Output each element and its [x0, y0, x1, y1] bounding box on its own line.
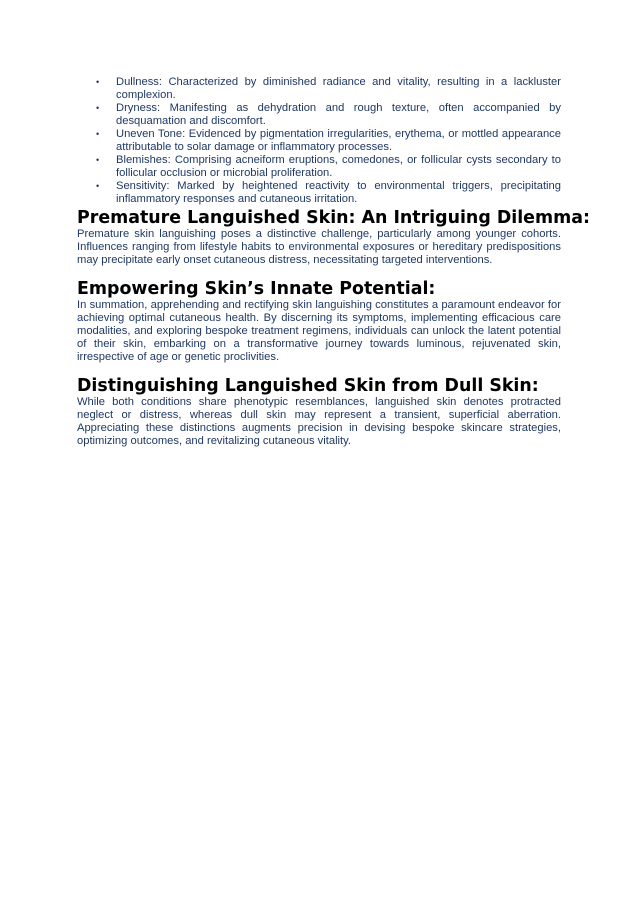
section-body: While both conditions share phenotypic resemblances, languished skin denotes protracted neglect or distress, whereas dull skin may represent a transient, superficial aberration. Appreciating these distinctions augments precision in devising bespoke skincare strategies, optimizing outcomes, and revitalizing cutaneous vitality.: [77, 396, 561, 447]
section-body: In summation, apprehending and rectifying skin languishing constitutes a paramount endeavor for achieving optimal cutaneous health. By discerning its symptoms, implementing efficacious care modalities, and exploring bespoke treatment regimens, individuals can unlock the latent potential of their skin, embarking on a transformative journey towards luminous, rejuvenated skin, irrespective of age or genetic proclivities.: [77, 299, 561, 363]
list-item: [77, 154, 561, 180]
bullet-icon: •: [96, 103, 100, 113]
bullet-icon: •: [96, 77, 100, 87]
section-body: Premature skin languishing poses a distinctive challenge, particularly among younger cohorts. Influences ranging from lifestyle habits to environmental exposures or hereditary predispositions may precipitate early onset cutaneous distress, necessitating targeted interventions.: [77, 228, 561, 266]
bullet-icon: •: [96, 155, 100, 165]
bullet-icon: •: [96, 181, 100, 191]
section-premature-languished-skin: [77, 208, 590, 267]
bullet-icon: •: [96, 129, 100, 139]
bullet-text: Blemishes: Comprising acneiform eruptions, comedones, or follicular cysts secondary to follicular occlusion or microbial proliferation.: [116, 154, 561, 179]
bullet-text: Sensitivity: Marked by heightened reactivity to environmental triggers, precipitating inflammatory responses and cutaneous irritation.: [116, 180, 561, 205]
bullet-text: Dryness: Manifesting as dehydration and rough texture, often accompanied by desquamation and discomfort.: [116, 102, 561, 127]
section-heading: Premature Languished Skin: An Intriguing Dilemma:: [77, 208, 590, 228]
document-page: [77, 76, 590, 448]
bullet-text: Uneven Tone: Evidenced by pigmentation irregularities, erythema, or mottled appearance attributable to solar damage or inflammatory processes.: [116, 128, 561, 153]
symptom-bullet-list: [77, 76, 561, 206]
section-languished-vs-dull-skin: [77, 376, 561, 448]
section-empowering-skin-potential: [77, 279, 561, 364]
section-heading: Distinguishing Languished Skin from Dull Skin:: [77, 376, 539, 396]
section-heading: Empowering Skin’s Innate Potential:: [77, 279, 436, 299]
list-item: [77, 76, 561, 102]
bullet-text: Dullness: Characterized by diminished radiance and vitality, resulting in a lackluster complexion.: [116, 76, 561, 101]
list-item: [77, 180, 561, 206]
list-item: [77, 128, 561, 154]
list-item: [77, 102, 561, 128]
